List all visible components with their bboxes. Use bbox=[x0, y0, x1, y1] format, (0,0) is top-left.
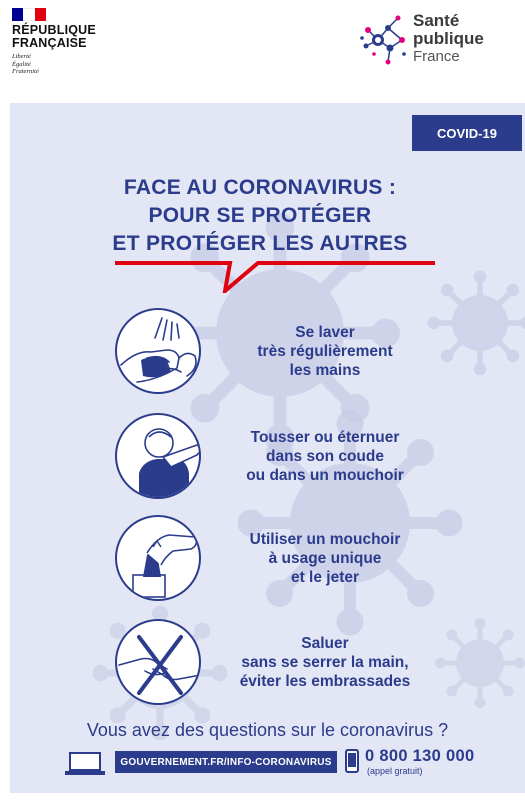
step-no-handshake bbox=[115, 619, 515, 709]
republique-francaise-logo bbox=[12, 8, 96, 76]
step-cough-elbow-text: Tousser ou éternuer dans son coude ou dans un mouchoir bbox=[246, 428, 404, 484]
no-handshake-icon bbox=[115, 619, 201, 705]
laptop-icon bbox=[65, 752, 105, 776]
smartphone-icon bbox=[345, 749, 359, 773]
tissue-box-icon bbox=[115, 515, 201, 601]
info-url-link[interactable]: GOUVERNEMENT.FR/INFO-CORONAVIRUS bbox=[115, 751, 337, 773]
handwashing-icon bbox=[115, 308, 201, 394]
sante-publique-france-logo bbox=[358, 10, 508, 80]
covid-19-tag: COVID-19 bbox=[412, 115, 522, 151]
header bbox=[0, 0, 525, 100]
poster-title: FACE AU CORONAVIRUS : POUR SE PROTÉGER ET PROTÉGER LES AUTRES bbox=[112, 176, 408, 255]
spf-molecule-icon bbox=[358, 10, 410, 74]
phone-number[interactable]: 0 800 130 000 bbox=[365, 747, 475, 765]
step-handwashing-text: Se laver très régulièrement les mains bbox=[257, 323, 393, 379]
contact-row bbox=[65, 749, 525, 779]
republique-motto: Liberté Égalité Fraternité bbox=[12, 53, 39, 75]
step-handwashing bbox=[115, 308, 515, 398]
french-flag-icon bbox=[12, 8, 46, 21]
republique-name: RÉPUBLIQUE FRANÇAISE bbox=[12, 23, 96, 50]
spf-name: Santé publique France bbox=[413, 11, 484, 65]
step-cough-elbow bbox=[115, 413, 515, 503]
speech-bubble-underline-icon bbox=[110, 253, 440, 293]
poster bbox=[10, 103, 525, 793]
question-text: Vous avez des questions sur le coronavirus ? bbox=[86, 720, 449, 740]
phone-note: (appel gratuit) bbox=[367, 766, 423, 776]
step-tissue bbox=[115, 515, 515, 605]
cough-elbow-icon bbox=[115, 413, 201, 499]
step-no-handshake-text: Saluer sans se serrer la main, éviter les embrassades bbox=[239, 634, 411, 690]
step-tissue-text: Utiliser un mouchoir à usage unique et le jeter bbox=[249, 530, 401, 586]
